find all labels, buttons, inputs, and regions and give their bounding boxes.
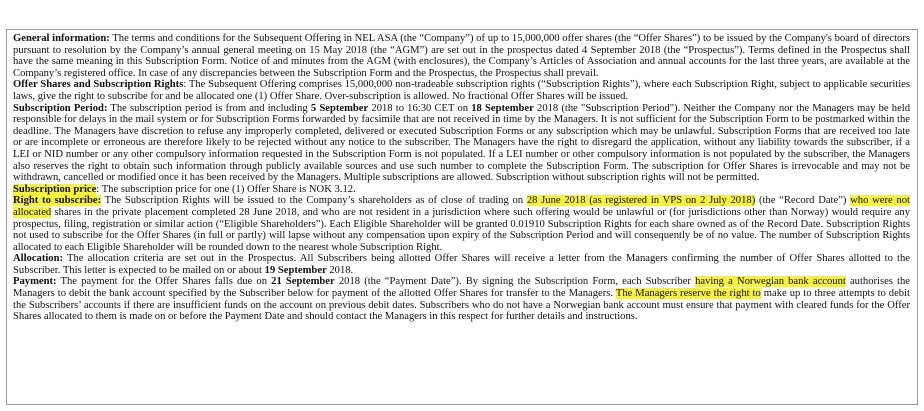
period-text: The subscription period is from and including bbox=[107, 102, 311, 114]
payment-text: 2018 (the “Payment Date”). By signing the Subscription Form, each Subscriber bbox=[334, 276, 696, 288]
subscription-period-heading: Subscription Period: bbox=[13, 102, 108, 114]
period-start-date: 5 September bbox=[310, 102, 369, 114]
payment-text: authorises the Managers to debit the bank account specified by the Subscriber below for payment of the allotted Offer Shares for transfer to the Managers. bbox=[13, 276, 910, 300]
allocation-date: 19 September bbox=[264, 264, 327, 276]
period-end-date: 18 September bbox=[471, 102, 534, 114]
allocation-heading: Allocation: bbox=[13, 253, 64, 265]
right-to-subscribe-heading: Right to subscribe: bbox=[13, 195, 102, 207]
subscription-terms-text bbox=[13, 33, 910, 323]
period-text: 2018 (the "Subscription Period"). Neither the Company nor the Managers may be held responsible for delays in the mail system or for Subscription Forms forwarded by facsimile that are not received in time by the Managers. It is not sufficient for the Subscription Form to be postmarked within the deadline. The Managers have discretion to refuse any improperly completed, delivered or executed Subscription Forms or any subscription which may be unlawful. Subscription Forms that are received too late or are incomplete or erroneous are therefore likely to be rejected without any notice to the subscriber. The Managers have the right to disregard the application, without any liability towards the subscriber, if a LEI or NID number or any other compulsory information requested in the Subscription Form is not populated. If a LEI number or other compulsory information is not populated by the subscriber, the Managers also reserves the right to obtain such information through publicly available sources and use such number to complete the Subscription Form. The subscription for Offer Shares is irrevocable and may not be withdrawn, cancelled or modified once it has been received by the Managers. Multiple subscriptions are allowed. Subscription without subscription rights will not be permitted. bbox=[13, 102, 911, 184]
right-text: (the “Record Date”) bbox=[755, 195, 851, 207]
allocation-paragraph bbox=[13, 253, 910, 276]
general-information-heading: General information: bbox=[13, 33, 110, 44]
subscription-price-heading: Subscription price bbox=[13, 183, 97, 195]
payment-paragraph bbox=[13, 276, 910, 322]
subscription-price-paragraph bbox=[13, 184, 910, 196]
payment-date: 21 September bbox=[271, 276, 335, 288]
payment-text: The payment for the Offer Shares falls due on bbox=[56, 276, 272, 288]
subscription-price-text: : The subscription price for one (1) Offer Share is NOK 3.12. bbox=[96, 183, 356, 195]
allocation-text: 2018. bbox=[326, 264, 354, 276]
not-allocated-highlight: who were not allocated bbox=[13, 195, 910, 218]
period-text: 2018 to 16:30 CET on bbox=[368, 102, 472, 114]
record-date-highlight: 28 June 2018 (as registered in VPS on 2 July 2018) bbox=[526, 195, 756, 207]
right-text: shares in the private placement completed 28 June 2018, and who are not resident in a jurisdiction where such offering would be unlawful or (for jurisdictions other than Norway) would require any prospectus, filing, registration or similar action (“Eligible Shareholders”). Each Eligible Shareholder will be granted 0.01910 Subscription Rights for each share owned as of the Record Date. Subscription Rights not used to subscribe for the Offer Shares (in full or partly) will lapse without any compensation upon expiry of the Subscription Period and will consequently be of no value. The number of Subscription Rights allocated to each Eligible Shareholder will be rounded down to the nearest whole Subscription Right. bbox=[13, 206, 910, 253]
general-information-text: The terms and conditions for the Subsequent Offering in NEL ASA (the “Company”) of up to 15,000,000 offer shares (the “Offer Shares”) to be issued by the Company's board of directors pursuant to resolution by the Company’s annual general meeting on 15 May 2018 (the “AGM”) are set out in the prospectus dated 4 September 2018 (the “Prospectus”). Terms defined in the Prospectus shall have the same meaning in this Subscription Form. Notice of and minutes from the AGM (with enclosures), the Company’s Articles of Association and annual accounts for the last three years, are available at the Company’s registered office. In case of any discrepancies between the Subscription Form and the Prospectus, the Prospectus shall prevail. bbox=[13, 33, 910, 79]
offer-shares-heading: Offer Shares and Subscription Rights bbox=[13, 79, 184, 91]
offer-shares-paragraph bbox=[13, 79, 910, 102]
subscription-period-paragraph bbox=[13, 103, 910, 184]
offer-shares-text: : The Subsequent Offering comprises 15,000,000 non-tradeable subscription rights (“Subscription Rights”), where each Subscription Right, subject to applicable securities laws, give the right to subscribe for and be allocated one (1) Offer Share. Over-subscription is allowed. No fractional Offer Shares will be issued. bbox=[13, 79, 910, 102]
right-to-subscribe-paragraph bbox=[13, 195, 910, 253]
payment-heading: Payment: bbox=[13, 276, 57, 288]
allocation-text: The allocation criteria are set out in the Prospectus. All Subscribers being allotted Offer Shares will receive a letter from the Managers confirming the number of Offer Shares allotted to the Subscriber. This letter is expected to be mailed on or about bbox=[13, 253, 910, 276]
right-text: The Subscription Rights will be issued to the Company’s shareholders as of close of trading on bbox=[101, 195, 527, 207]
payment-text: make up to three attempts to debit the Subscribers’ accounts if there are insufficient funds on the account on previous debit dates. Subscribers who do not have a Norwegian bank account must ensure that payment with cleared funds for the Offer Shares allocated to them is made on or before the Payment Date and should contact the Managers in this respect for further details and instructions. bbox=[13, 288, 910, 323]
general-information-paragraph bbox=[13, 33, 910, 79]
reserve-right-highlight: The Managers reserve the right to bbox=[615, 288, 761, 300]
bank-account-highlight: having a Norwegian bank account bbox=[695, 276, 846, 288]
